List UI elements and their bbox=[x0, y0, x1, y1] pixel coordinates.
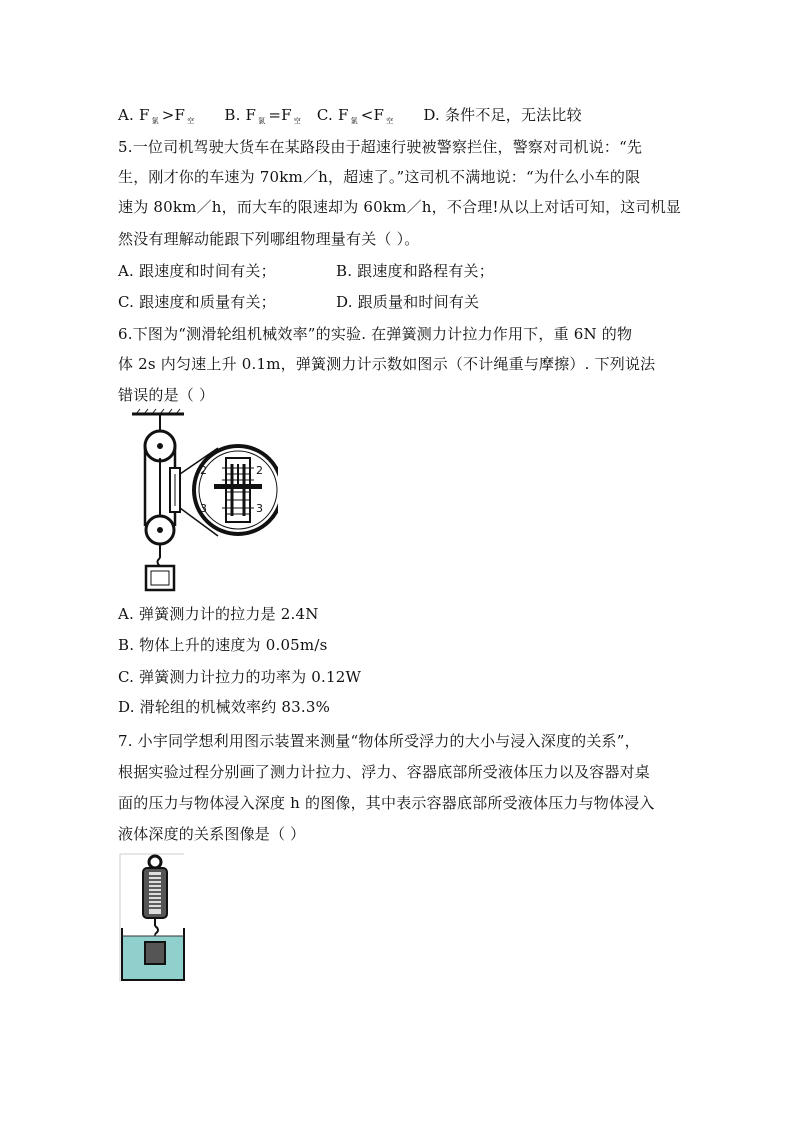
q7-line-4: 液体深度的关系图像是（ ） bbox=[118, 825, 306, 843]
spring-scale-beaker-figure bbox=[118, 852, 188, 984]
q6-option-c: C. 弹簧测力计拉力的功率为 0.12W bbox=[118, 668, 362, 686]
scale-label-2-right: 2 bbox=[256, 464, 263, 477]
scale-label-3-left: 3 bbox=[200, 502, 207, 515]
q5-line-4: 然没有理解动能跟下列哪组物理量有关（ ）。 bbox=[118, 230, 420, 248]
pulley-system-figure bbox=[118, 408, 278, 594]
q4-option-b: B. F $_氯$ =F $_空$ bbox=[224, 106, 301, 125]
q5-option-b: B. 跟速度和路程有关； bbox=[336, 262, 494, 280]
q7-line-3: 面的压力与物体浸入深度 h 的图像，其中表示容器底部所受液体压力与物体浸入 bbox=[118, 794, 655, 812]
q5-option-a: A. 跟速度和时间有关； bbox=[118, 262, 276, 280]
q6-option-d: D. 滑轮组的机械效率约 83.3% bbox=[118, 698, 331, 716]
q5-line-1: 5.一位司机驾驶大货车在某路段由于超速行驶被警察拦住，警察对司机说：“先 bbox=[118, 138, 643, 156]
q6-line-3: 错误的是（ ） bbox=[118, 386, 215, 404]
q4-option-c: C. F $_氯$ <F $_空$ bbox=[316, 106, 394, 125]
scale-label-3-right: 3 bbox=[256, 502, 263, 515]
q5-options-row-2 bbox=[118, 291, 479, 312]
q4-option-d: D. 条件不足，无法比较 bbox=[423, 106, 582, 124]
q5-line-3: 速为 80km／h，而大车的限速却为 60km／h，不合理!从以上对话可知，这司机显 bbox=[118, 198, 682, 216]
q6-line-2: 体 2s 内匀速上升 0.1m，弹簧测力计示数如图示（不计绳重与摩擦）. 下列说法 bbox=[118, 355, 656, 373]
q5-option-c: C. 跟速度和质量有关； bbox=[118, 293, 276, 311]
q5-options-row-1 bbox=[118, 260, 494, 281]
scale-label-2-left: 2 bbox=[200, 464, 207, 477]
q5-line-2: 生，刚才你的车速为 70km／h，超速了。”这司机不满地说：“为什么小车的限 bbox=[118, 168, 641, 186]
q5-option-d: D. 跟质量和时间有关 bbox=[336, 293, 480, 311]
q4-options bbox=[118, 104, 582, 126]
q6-option-b: B. 物体上升的速度为 0.05m/s bbox=[118, 636, 328, 654]
q4-option-a: A. F $_氯$ >F $_空$ bbox=[118, 106, 195, 125]
q7-line-1: 7. 小宇同学想利用图示装置来测量“物体所受浮力的大小与浸入深度的关系”， bbox=[118, 732, 640, 750]
q6-option-a: A. 弹簧测力计的拉力是 2.4N bbox=[118, 605, 319, 623]
q7-line-2: 根据实验过程分别画了测力计拉力、浮力、容器底部所受液体压力以及容器对桌 bbox=[118, 763, 651, 781]
q6-line-1: 6.下图为“测滑轮组机械效率”的实验. 在弹簧测力计拉力作用下，重 6N 的物 bbox=[118, 325, 633, 343]
